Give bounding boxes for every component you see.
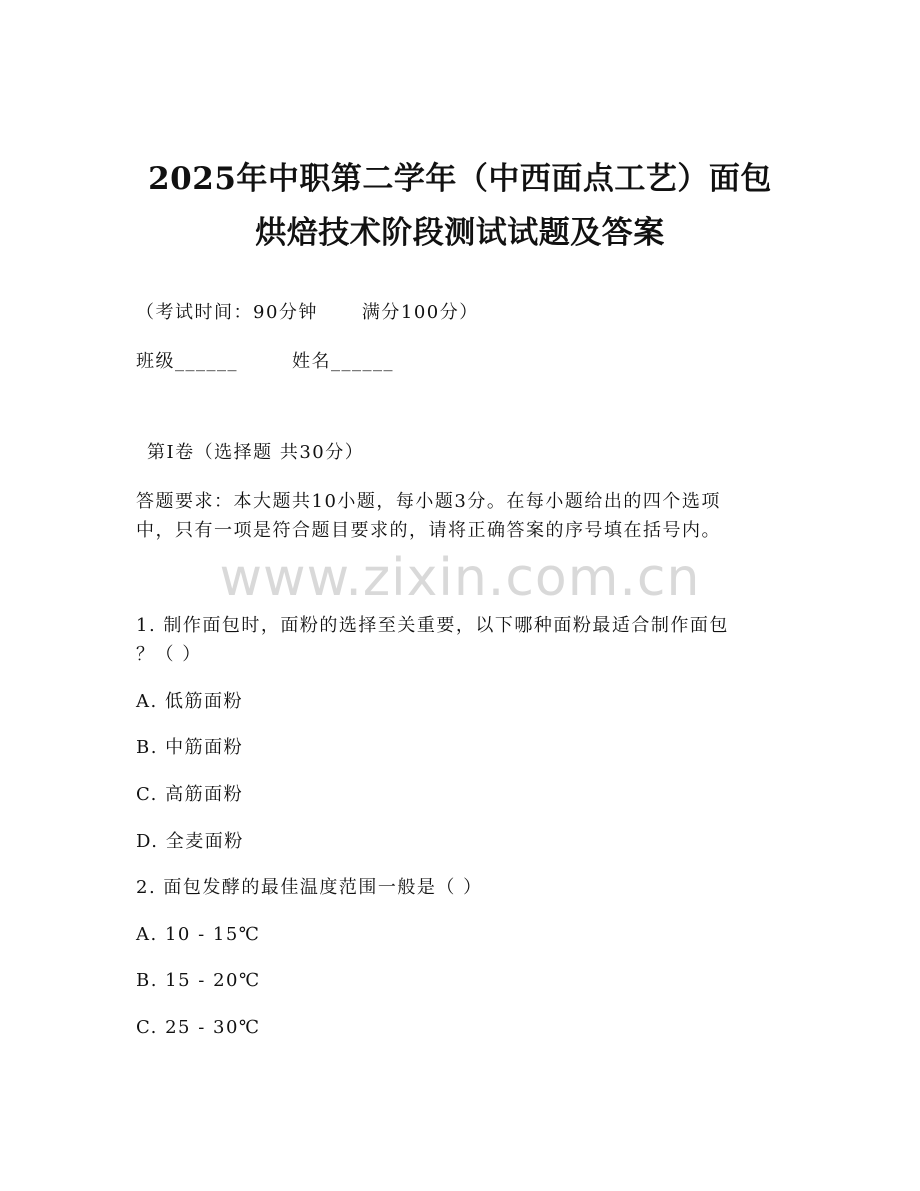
instructions-line-1: 答题要求：本大题共10小题，每小题3分。在每小题给出的四个选项 — [136, 491, 721, 512]
question-1-option-a: A. 低筋面粉 — [136, 691, 243, 712]
question-1-stem: 1. 制作面包时，面粉的选择至关重要，以下哪种面粉最适合制作面包 — [136, 615, 729, 636]
section-title: 第Ⅰ卷（选择题 共30分） — [147, 442, 365, 463]
class-field: 班级______ — [136, 351, 238, 372]
name-field: 姓名______ — [292, 351, 394, 372]
exam-time: （考试时间：90分钟 — [136, 302, 318, 323]
student-info — [136, 349, 394, 375]
instructions-line-2: 中，只有一项是符合题目要求的，请将正确答案的序号填在括号内。 — [136, 520, 721, 541]
title-line-2: 烘焙技术阶段测试试题及答案 — [255, 215, 665, 251]
document-title — [100, 152, 820, 260]
title-line-1: 2025年中职第二学年（中西面点工艺）面包 — [148, 161, 772, 197]
question-1-option-d: D. 全麦面粉 — [136, 831, 244, 852]
question-1-option-c: C. 高筋面粉 — [136, 784, 244, 805]
question-1-stem-cont: ？（ ） — [136, 644, 202, 665]
question-1-option-b: B. 中筋面粉 — [136, 737, 244, 758]
full-score: 满分100分） — [361, 302, 479, 323]
watermark: www.zixin.com.cn — [219, 548, 701, 608]
question-2-option-c: C. 25 - 30℃ — [136, 1017, 261, 1038]
question-2-stem: 2. 面包发酵的最佳温度范围一般是（ ） — [136, 877, 483, 898]
exam-info — [136, 300, 479, 326]
question-2-option-a: A. 10 - 15℃ — [136, 924, 261, 945]
question-2-option-b: B. 15 - 20℃ — [136, 970, 261, 991]
